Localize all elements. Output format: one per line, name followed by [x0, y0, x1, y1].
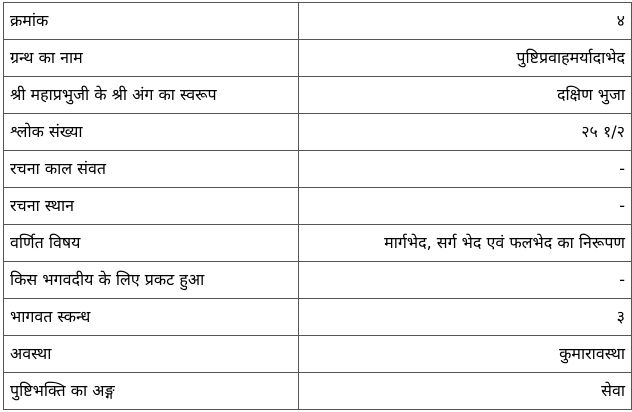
table-row: [4, 77, 632, 114]
row-label: रचना स्थान: [4, 188, 299, 225]
row-label: किस भगवदीय के लिए प्रकट हुआ: [4, 262, 299, 299]
table-row: [4, 3, 632, 40]
table-row: [4, 373, 632, 410]
row-value: -: [299, 188, 632, 225]
row-label: अवस्था: [4, 336, 299, 373]
table-row: [4, 299, 632, 336]
row-value: २५ १/२: [299, 114, 632, 151]
row-value: -: [299, 151, 632, 188]
table-row: [4, 336, 632, 373]
granth-info-table: [3, 2, 632, 410]
row-value: सेवा: [299, 373, 632, 410]
row-label: रचना काल संवत: [4, 151, 299, 188]
row-value: दक्षिण भुजा: [299, 77, 632, 114]
row-label: श्री महाप्रभुजी के श्री अंग का स्वरूप: [4, 77, 299, 114]
row-value: मार्गभेद, सर्ग भेद एवं फलभेद का निरूपण: [299, 225, 632, 262]
row-label: पुष्टिभक्ति का अङ्ग: [4, 373, 299, 410]
row-value: ४: [299, 3, 632, 40]
row-label: क्रमांक: [4, 3, 299, 40]
row-label: श्लोक संख्या: [4, 114, 299, 151]
table-row: [4, 225, 632, 262]
row-label: भागवत स्कन्ध: [4, 299, 299, 336]
row-value: कुमारावस्था: [299, 336, 632, 373]
row-label: वर्णित विषय: [4, 225, 299, 262]
row-label: ग्रन्थ का नाम: [4, 40, 299, 77]
table-row: [4, 114, 632, 151]
table-row: [4, 40, 632, 77]
row-value: ३: [299, 299, 632, 336]
table-row: [4, 188, 632, 225]
table-row: [4, 262, 632, 299]
row-value: पुष्टिप्रवाहमर्यादाभेद: [299, 40, 632, 77]
row-value: -: [299, 262, 632, 299]
table-row: [4, 151, 632, 188]
